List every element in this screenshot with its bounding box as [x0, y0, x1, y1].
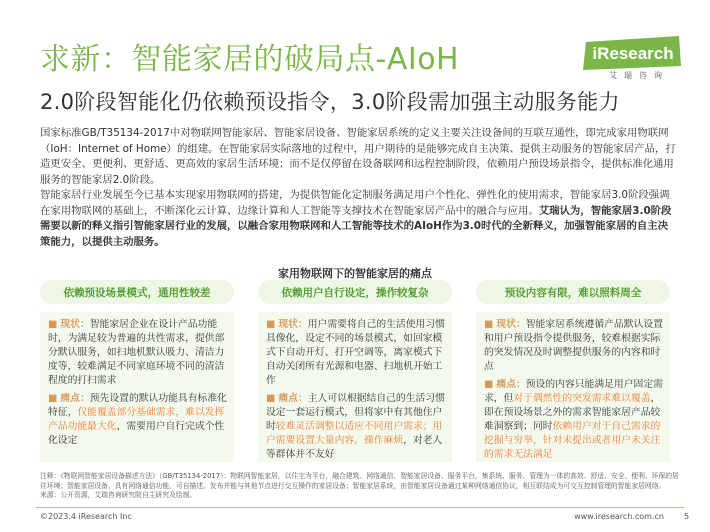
column-header-3-label: 预设内容有限，难以照料周全 — [504, 287, 642, 299]
iresearch-logo-mark — [583, 36, 683, 70]
logo-text: iResearch — [592, 44, 674, 63]
footnote — [40, 472, 682, 501]
page-title: 求新：智能家居的破局点-AIoH — [40, 42, 460, 77]
website-link[interactable]: www.iresearch.com.cn — [574, 512, 664, 521]
column-3-status: ■ 现状：智能家居系统遵循产品默认设置和用户预设指令提供服务，较难根据实际的突发情况及时调整提供服务的内容和时点 — [484, 319, 663, 372]
column-2-pain: ■ 痛点：主人可以根据结自己的生活习惯设定一套运行模式，但将家中有其他住户时较难灵活调整以适应不同用户需求；用户需要设置大量内容，操作麻烦，对老人等群体并不友好 — [266, 393, 445, 460]
page-number: 5 — [684, 512, 690, 521]
paragraph-2-normal: 智能家居行业发展至今已基本实现家用物联网的搭建，为提供智能化定制服务满足用户个性化、弹性化的使用需求，智能家居3.0阶段强调在家用物联网的基础上，不断深化云计算、边缘计算和人工智能等支撑技术在智能家居产品中的融合与应用。 — [40, 189, 670, 217]
column-1-pain: ■ 痛点：预先设置的默认功能具有标准化特征，仅能覆盖部分基础需求，难以发挥产品功能最大化，需要用户自行完成个性化设定 — [48, 393, 227, 446]
column-1-status: ■ 现状：智能家居企业在设计产品功能时，为满足较为普遍的共性需求，提供部分默认服务，如扫地机默认吸力、清洁力度等，较难满足不同家庭环境不同的清洁程度的打扫需求 — [48, 319, 225, 386]
paragraph-2 — [40, 188, 676, 250]
note-text: 注释：《物联网智能家居设备描述方法》（GB/T35134-2017）：物联网智能家居，以住宅为平台，融合建筑、网络通信、智能家居设备、服务平台，集系统、服务、管理为一体的高效、舒适、安全、便利、环保的居住环境；智能家居设备，具有网络通信功能，可自描述、发布并能与其他节点进行交互操作的家居设备；智能家居系统，由智能家居设备通过某种网络通信协议，相互联结成为可交互控制管理的智能家居网络。 — [40, 472, 679, 490]
footer-divider — [36, 507, 684, 508]
column-header-1 — [40, 280, 234, 304]
column-panel-1 — [40, 312, 234, 462]
column-header-1-label: 依赖预设场景模式，通用性较差 — [63, 287, 211, 299]
paragraph-1: 国家标准GB/T35134-2017中对物联网智能家居、智能家居设备、智能家居系统的定义主要关注设备间的互联互通性，即完成家用物联网（IoH：Internet of Home）的组建。在智能家居实际落地的过程中，用户期待的是能够完成自主决策、提供主动服务的智能家居产品，打造更安全、更便利、更舒适、更高效的家居生活环境；而不是仅停留在设备联网和远程控制阶段，依赖用户预设场景指令，提供标准化通用服务的智能家居2.0阶段。 — [40, 127, 676, 186]
logo-cn-text: 艾瑞咨询 — [609, 71, 669, 80]
copyright: ©2023.4 iResearch Inc — [40, 512, 132, 521]
page-subtitle: 2.0阶段智能化仍依赖预设指令，3.0阶段需加强主动服务能力 — [40, 90, 620, 114]
column-header-3 — [476, 280, 670, 304]
column-header-2-label: 依赖用户自行设定，操作较复杂 — [281, 287, 429, 299]
column-2-status: ■ 现状：用户需要将自己的生活使用习惯具像化，设定不同的场景模式，如回家模式下自动开灯、打开空调等，离家模式下自动关闭所有光源和电器、扫地机开始工作 — [266, 319, 445, 386]
column-panel-3 — [476, 312, 670, 462]
iresearch-logo — [583, 36, 683, 82]
paragraph-2-bold: 艾瑞认为，智能家居3.0阶段需要以新的释义指引智能家居行业的发展，以融合家用物联网和人工智能等技术的AIoH作为3.0时代的全新释义，加强智能家居的自主决策能力，以提供主动服务。 — [40, 204, 672, 248]
table-title: 家用物联网下的智能家居的痛点 — [278, 267, 432, 280]
body-text — [40, 126, 676, 250]
source-text: 来源：公开资源，艾瑞咨询研究院自主研究及绘制。 — [40, 491, 197, 499]
column-3-pain: ■ 痛点：预设的内容只能满足用户固定需求，但对于偶然性的突发需求难以覆盖，即在预设场景之外的需求智能家居产品较难洞察到；同时依赖用户对于自己需求的挖掘与穷举，针对未提出或者用户未关注的需求无法满足 — [484, 379, 663, 460]
column-header-2 — [258, 280, 452, 304]
column-panel-2 — [258, 312, 452, 462]
